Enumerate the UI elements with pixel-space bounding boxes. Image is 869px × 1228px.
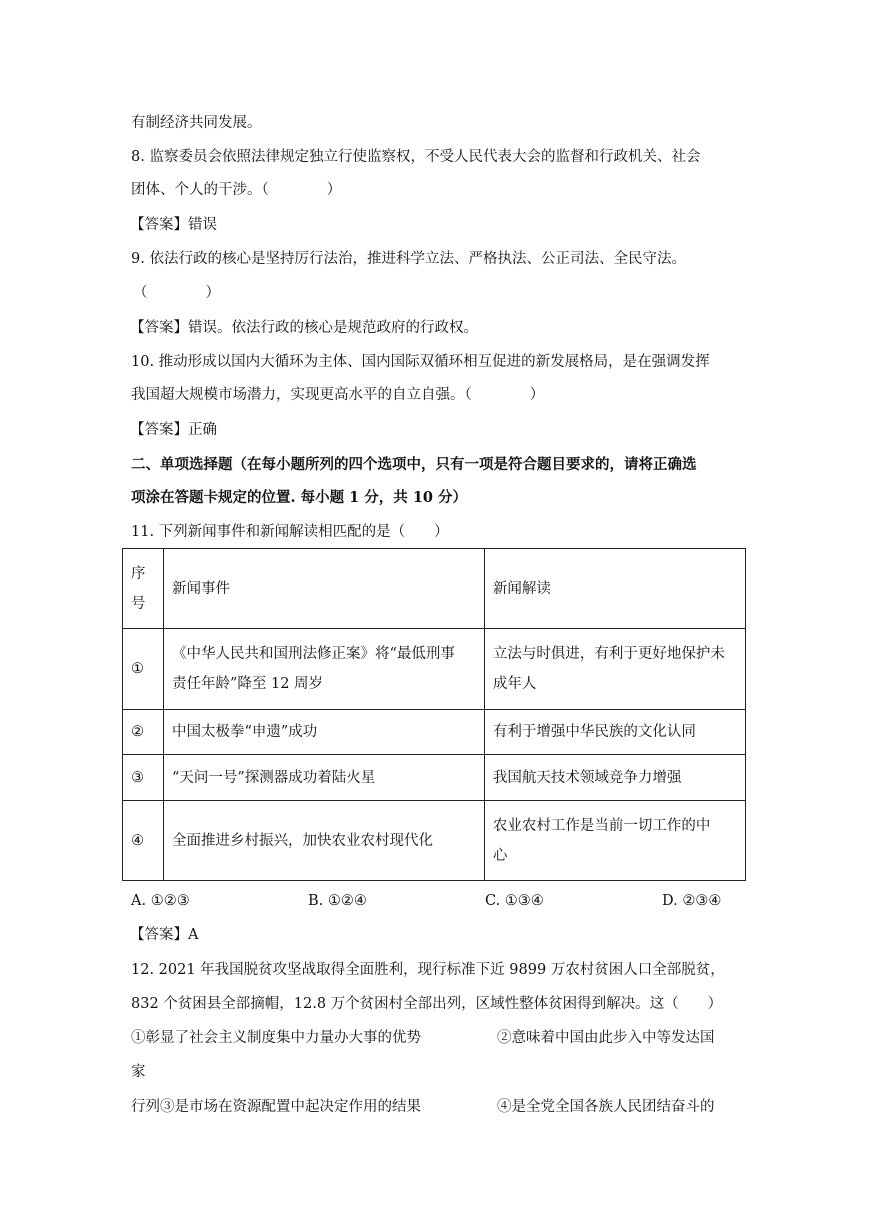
option-a: A. ①②③: [131, 893, 190, 909]
row-event-line-2: 责任年龄”降至 12 周岁: [171, 676, 324, 692]
question-8-line-1: 8. 监察委员会依照法律规定独立行使监察权，不受人民代表大会的监督和行政机关、社会: [131, 149, 701, 165]
question-12-line-4: 家: [131, 1064, 146, 1080]
question-12-choice-4: ④是全党全国各族人民团结奋斗的: [497, 1099, 715, 1115]
header-reading-cell: 新闻解读: [484, 549, 745, 629]
question-12-choice-1: ①彰显了社会主义制度集中力量办大事的优势: [131, 1030, 421, 1046]
row-event: 中国太极拳“申遗”成功: [163, 710, 484, 755]
row-number: ④: [123, 801, 164, 881]
option-b: B. ①②④: [308, 893, 367, 909]
section-2-heading-line-1: 二、单项选择题（在每小题所列的四个选项中，只有一项是符合题目要求的，请将正确选: [131, 456, 697, 473]
row-number: ①: [123, 629, 164, 710]
header-number-cell: [123, 549, 164, 629]
row-event: 全面推进乡村振兴，加快农业农村现代化: [163, 801, 484, 881]
text-line: 有制经济共同发展。: [131, 115, 262, 131]
header-event-cell: 新闻事件: [163, 549, 484, 629]
table-row: [123, 710, 746, 755]
row-reading-line-1: 农业农村工作是当前一切工作的中: [492, 817, 711, 834]
row-event-line-1: 《中华人民共和国刑法修正案》将“最低刑事: [171, 646, 455, 662]
header-number-line-2: 号: [131, 595, 146, 612]
row-reading: [484, 629, 745, 710]
row-number: ②: [123, 710, 164, 755]
row-event: “天问一号”探测器成功着陆火星: [163, 755, 484, 801]
table-row: [123, 801, 746, 881]
answer-11: 【答案】A: [130, 927, 199, 943]
row-number: ③: [123, 755, 164, 801]
row-reading-line-1: 立法与时俱进，有利于更好地保护未: [492, 646, 725, 662]
option-c: C. ①③④: [485, 893, 544, 909]
section-2-heading-line-2: 项涂在答题卡规定的位置. 每小题 1 分，共 10 分）: [131, 489, 468, 506]
question-10-line-2: 我国超大规模市场潜力，实现更高水平的自立自强。（ ）: [131, 387, 545, 403]
answer-8: 【答案】错误: [130, 217, 217, 233]
question-9-line-2: （ ）: [133, 285, 220, 301]
table-row: [123, 755, 746, 801]
question-9-line-1: 9. 依法行政的核心是坚持厉行法治，推进科学立法、严格执法、公正司法、全民守法。: [131, 251, 686, 267]
row-reading: [484, 801, 745, 881]
question-12-choice-3: 行列③是市场在资源配置中起决定作用的结果: [131, 1099, 421, 1115]
answer-10: 【答案】正确: [130, 422, 217, 438]
question-8-line-2: 团体、个人的干涉。（ ）: [131, 182, 342, 198]
question-12-line-2: 832 个贫困县全部摘帽，12.8 万个贫困村全部出列，区域性整体贫困得到解决。这（ ）: [131, 996, 723, 1012]
question-12-line-1: 12. 2021 年我国脱贫攻坚战取得全面胜利，现行标准下近 9899 万农村贫困人口全部脱贫，: [131, 962, 725, 978]
answer-9: 【答案】错误。依法行政的核心是规范政府的行政权。: [130, 320, 478, 336]
news-table: [122, 548, 746, 881]
table-header-row: [123, 549, 746, 629]
row-reading: 有利于增强中华民族的文化认同: [484, 710, 745, 755]
option-d: D. ②③④: [662, 893, 722, 909]
question-12-choice-2: ②意味着中国由此步入中等发达国: [497, 1030, 715, 1046]
header-number-line-1: 序: [131, 565, 146, 582]
row-reading-line-2: 心: [492, 847, 508, 864]
row-reading-line-2: 成年人: [492, 676, 537, 692]
row-reading: 我国航天技术领域竞争力增强: [484, 755, 745, 801]
table-row: [123, 629, 746, 710]
row-event: [163, 629, 484, 710]
question-11: 11. 下列新闻事件和新闻解读相匹配的是（ ）: [131, 524, 449, 540]
question-10-line-1: 10. 推动形成以国内大循环为主体、国内国际双循环相互促进的新发展格局，是在强调发挥: [131, 354, 710, 370]
